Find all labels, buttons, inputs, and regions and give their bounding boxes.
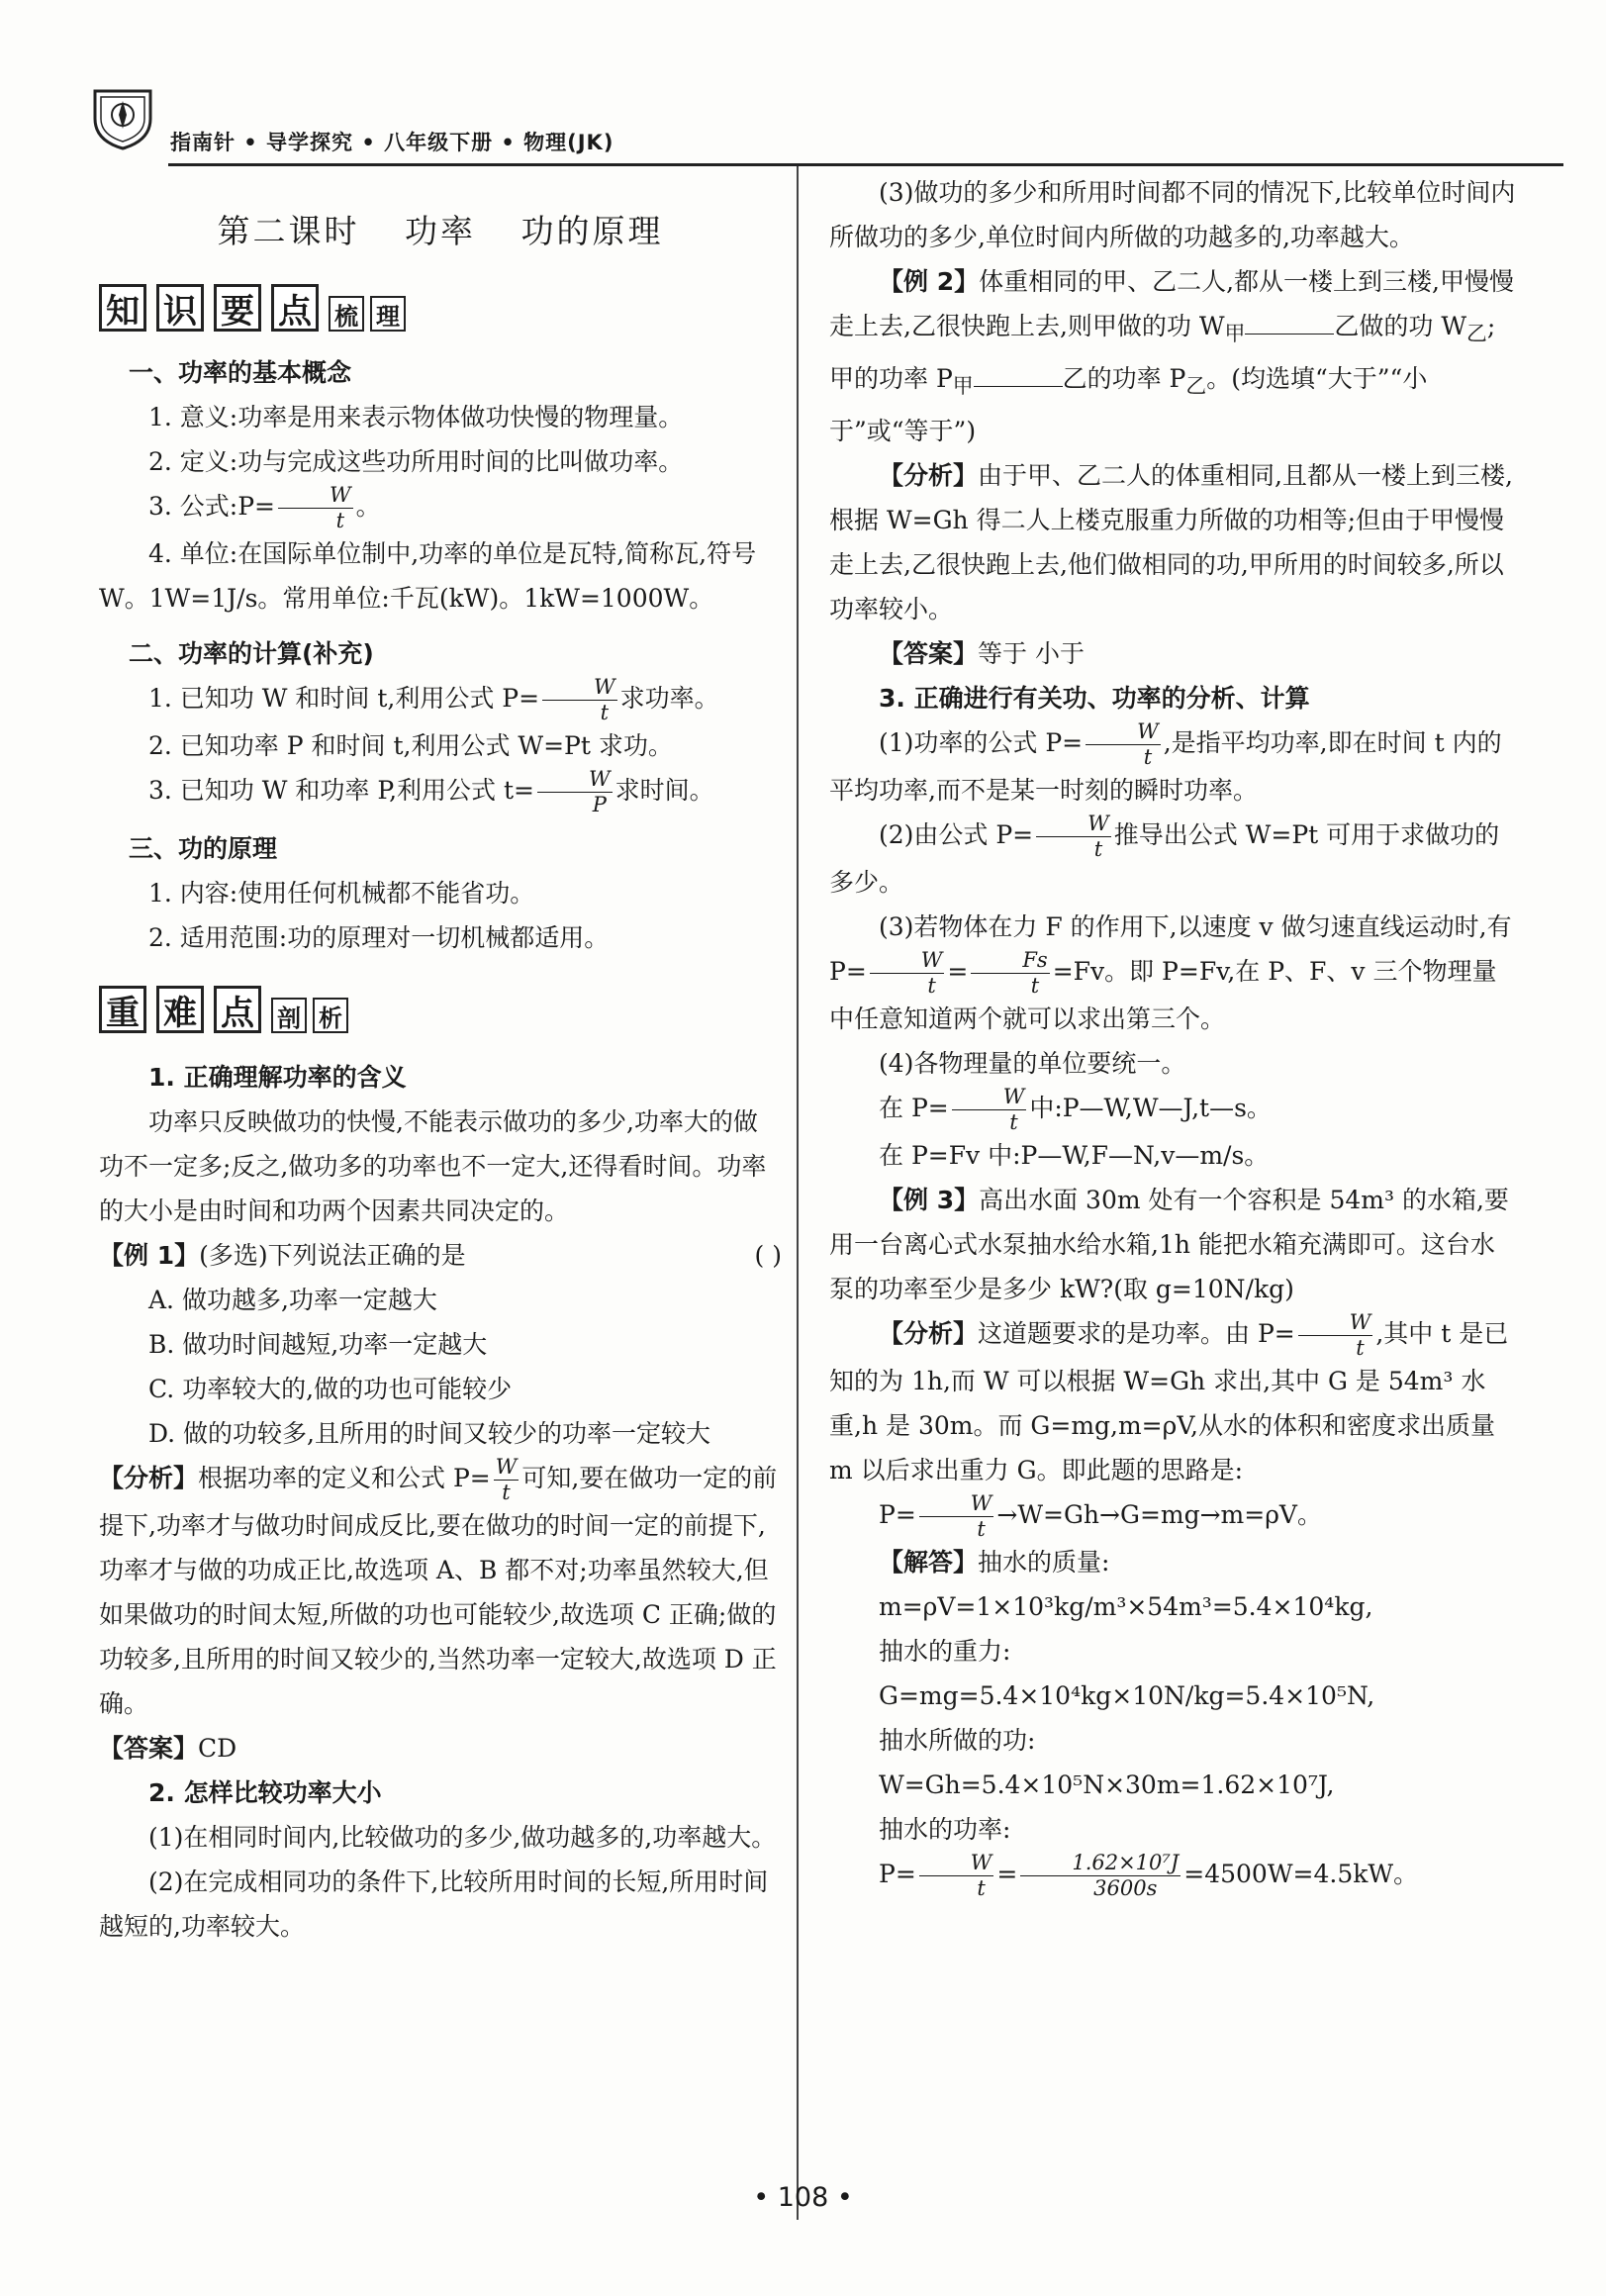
solution-line: 抽水所做的功: <box>879 1726 1036 1755</box>
solution-line: W=Gh=5.4×10⁵N×30m=1.62×10⁷J, <box>879 1770 1335 1799</box>
solution-chain: P= $\frac{W}{t}$ →W=Gh→G=mg→m=ρV。 <box>879 1491 1322 1541</box>
lesson-title <box>99 206 782 252</box>
topic-text: 在 P=Fv 中:P—W,F—N,v—m/s。 <box>879 1141 1270 1170</box>
example-question: 【例 1】(多选)下列说法正确的是 ( ) <box>99 1241 782 1270</box>
knowledge-item-formula: 3. 公式:P= $\frac{W}{t}$ 。 <box>148 483 381 532</box>
fraction: $\frac{W}{t}$ <box>278 485 353 531</box>
topic-text: (3)若物体在力 F 的作用下,以速度 v 做匀速直线运动时,有 P= $\frac{W}{t}$ = $\frac{Fs}{t}$ =Fv。即 P=Fv,在 P、F、v 三个物理量中任意知道两个就可以求出第三个。 <box>829 912 1512 1033</box>
topic-heading: 2. 怎样比较功率大小 <box>148 1778 382 1807</box>
topic-text: 功率只反映做功的快慢,不能表示做功的多少,功率大的做功不一定多;反之,做功多的功率也不一定大,还得看时间。功率的大小是由时间和功两个因素共同决定的。 <box>99 1107 767 1225</box>
fraction: $\frac{W}{t}$ <box>919 1493 994 1540</box>
example-option: C. 功率较大的,做的功也可能较少 <box>148 1375 513 1403</box>
example-analysis: 【分析】根据功率的定义和公式 P= $\frac{W}{t}$ 可知,要在做功一定的前提下,功率才与做功时间成反比,要在做功的时间一定的前提下,功率才与做的功成正比,故选项 A、B 都不对;功率虽然较大,但如果做功的时间太短,所做的功也可能较少,故选项 C 正确;做的功较多,且所用的时间又较少的,当然功率一定较大,故选项 D 正确。 <box>99 1455 778 1718</box>
topic-text: 在 P= $\frac{W}{t}$ 中:P—W,W—J,t—s。 <box>879 1085 1272 1134</box>
lesson-title-part: 第二课时 <box>217 212 360 250</box>
topic-text: (1)在相同时间内,比较做功的多少,做功越多的,功率越大。 <box>148 1823 777 1852</box>
example-option: B. 做功时间越短,功率一定越大 <box>148 1330 488 1359</box>
badge-char: 梳 <box>329 296 364 332</box>
badge-char: 剖 <box>271 998 307 1033</box>
header-title: 指南针 • 导学探究 • 八年级下册 • 物理(JK) <box>170 131 614 154</box>
topic-heading: 3. 正确进行有关功、功率的分析、计算 <box>879 684 1310 713</box>
fraction: $\frac{Fs}{t}$ <box>971 950 1049 997</box>
fraction: $\frac{W}{t}$ <box>1036 813 1111 860</box>
badge-char: 要 <box>214 284 261 332</box>
badge-char: 知 <box>99 284 146 332</box>
principle-item: 1. 内容:使用任何机械都不能省功。 <box>148 879 535 908</box>
badge-char: 点 <box>271 284 319 332</box>
topic-text: (1)功率的公式 P= $\frac{W}{t}$ ,是指平均功率,即在时间 t 内的平均功率,而不是某一时刻的瞬时功率。 <box>829 719 1502 805</box>
calc-item: 2. 已知功率 P 和时间 t,利用公式 W=Pt 求功。 <box>148 731 673 760</box>
badge-char: 识 <box>156 284 204 332</box>
lesson-title-part: 功率 <box>405 212 476 250</box>
publisher-logo-icon <box>87 79 158 150</box>
topic-heading: 1. 正确理解功率的含义 <box>148 1063 407 1092</box>
lesson-title-part: 功的原理 <box>520 212 664 250</box>
knowledge-item: 1. 意义:功率是用来表示物体做功快慢的物理量。 <box>148 403 684 431</box>
solution-line: 抽水的功率: <box>879 1815 1011 1844</box>
solution-line: P= $\frac{W}{t}$ = $\frac{\text{1.62×10⁷J}}{3600s}$ =4500W=4.5kW。 <box>879 1851 1419 1900</box>
fraction: $\frac{W}{t}$ <box>952 1087 1027 1133</box>
fraction: $\frac{W}{t}$ <box>870 950 945 997</box>
subheading: 三、功的原理 <box>129 834 278 863</box>
topic-text: (2)在完成相同功的条件下,比较所用时间的长短,所用时间越短的,功率较大。 <box>99 1867 769 1941</box>
solution-line: 【解答】抽水的质量: <box>879 1548 1110 1577</box>
section-badge-knowledge <box>99 284 782 332</box>
topic-text: (3)做功的多少和所用时间都不同的情况下,比较单位时间内所做功的多少,单位时间内所做的功越多的,功率越大。 <box>829 178 1516 251</box>
badge-char: 难 <box>156 986 204 1033</box>
badge-char: 点 <box>214 986 261 1033</box>
calc-item: 1. 已知功 W 和时间 t,利用公式 P= $\frac{W}{t}$ 求功率。 <box>148 675 719 724</box>
left-column <box>99 170 782 1949</box>
principle-item: 2. 适用范围:功的原理对一切机械都适用。 <box>148 923 610 952</box>
page-number: • 108 • <box>753 2182 853 2213</box>
example-analysis: 【分析】由于甲、乙二人的体重相同,且都从一楼上到三楼,根据 W=Gh 得二人上楼克服重力所做的功相等;但由于甲慢慢走上去,乙很快跑上去,他们做相同的功,甲所用的时间较多,所以功率较小。 <box>829 461 1513 623</box>
page-header <box>79 69 1563 168</box>
badge-char: 析 <box>313 998 348 1033</box>
solution-line: 抽水的重力: <box>879 1637 1011 1666</box>
right-column <box>829 170 1517 1899</box>
topic-text: (4)各物理量的单位要统一。 <box>879 1049 1186 1078</box>
badge-char: 重 <box>99 986 146 1033</box>
example-question: 【例 2】体重相同的甲、乙二人,都从一楼上到三楼,甲慢慢走上去,乙很快跑上去,则甲做的功 $W_甲$ 乙做的功 $W_乙$;甲的功率 $P_甲$ 乙的功率 $P_乙$。(均选填“大于”“小于”或“等于”) <box>829 267 1515 445</box>
answer-blank[interactable] <box>1245 312 1334 335</box>
section-badge-key-points <box>99 986 782 1033</box>
fraction: $\frac{W}{t}$ <box>919 1853 994 1899</box>
fraction: $\frac{\text{1.62×10⁷J}}{3600s}$ <box>1020 1853 1181 1899</box>
badge-char: 理 <box>370 296 406 332</box>
example-option: A. 做功越多,功率一定越大 <box>148 1286 437 1314</box>
subheading: 一、功率的基本概念 <box>129 358 352 387</box>
solution-line: m=ρV=1×10³kg/m³×54m³=5.4×10⁴kg, <box>879 1592 1373 1621</box>
example-answer: 【答案】CD <box>99 1734 237 1763</box>
knowledge-item: 4. 单位:在国际单位制中,功率的单位是瓦特,简称瓦,符号 W。1W=1J/s。常用单位:千瓦(kW)。1kW=1000W。 <box>99 539 757 613</box>
knowledge-item: 2. 定义:功与完成这些功所用时间的比叫做功率。 <box>148 447 684 476</box>
column-divider <box>797 166 799 2220</box>
fraction: $\frac{W}{t}$ <box>542 677 617 723</box>
topic-text: (2)由公式 P= $\frac{W}{t}$ 推导出公式 W=Pt 可用于求做功的多少。 <box>829 812 1500 897</box>
fraction: $\frac{W}{t}$ <box>1298 1312 1373 1359</box>
fraction: $\frac{W}{t}$ <box>495 1455 518 1504</box>
subheading: 二、功率的计算(补充) <box>129 639 374 668</box>
header-divider <box>168 163 1563 166</box>
solution-line: G=mg=5.4×10⁴kg×10N/kg=5.4×10⁵N, <box>879 1681 1375 1710</box>
example-option: D. 做的功较多,且所用的时间又较少的功率一定较大 <box>148 1419 710 1448</box>
example-answer: 【答案】等于 小于 <box>879 639 1085 668</box>
example-analysis: 【分析】这道题要求的是功率。由 P= $\frac{W}{t}$ ,其中 t 是已知的为 1h,而 W 可以根据 W=Gh 求出,其中 G 是 54m³ 水重,h 是 30m。而 G=mg,m=ρV,从水的体积和密度求出质量 m 以后求出重力 G。即此题的思路是: <box>829 1310 1509 1484</box>
calc-item: 3. 已知功 W 和功率 P,利用公式 t= $\frac{W}{P}$ 求时间。 <box>148 767 714 816</box>
fraction: $\frac{W}{t}$ <box>1086 721 1161 768</box>
fraction: $\frac{W}{P}$ <box>537 769 613 815</box>
example-question: 【例 3】高出水面 30m 处有一个容积是 54m³ 的水箱,要用一台离心式水泵抽水给水箱,1h 能把水箱充满即可。这台水泵的功率至少是多少 kW?(取 g=10N/kg) <box>829 1186 1509 1303</box>
answer-blank[interactable] <box>974 364 1063 387</box>
